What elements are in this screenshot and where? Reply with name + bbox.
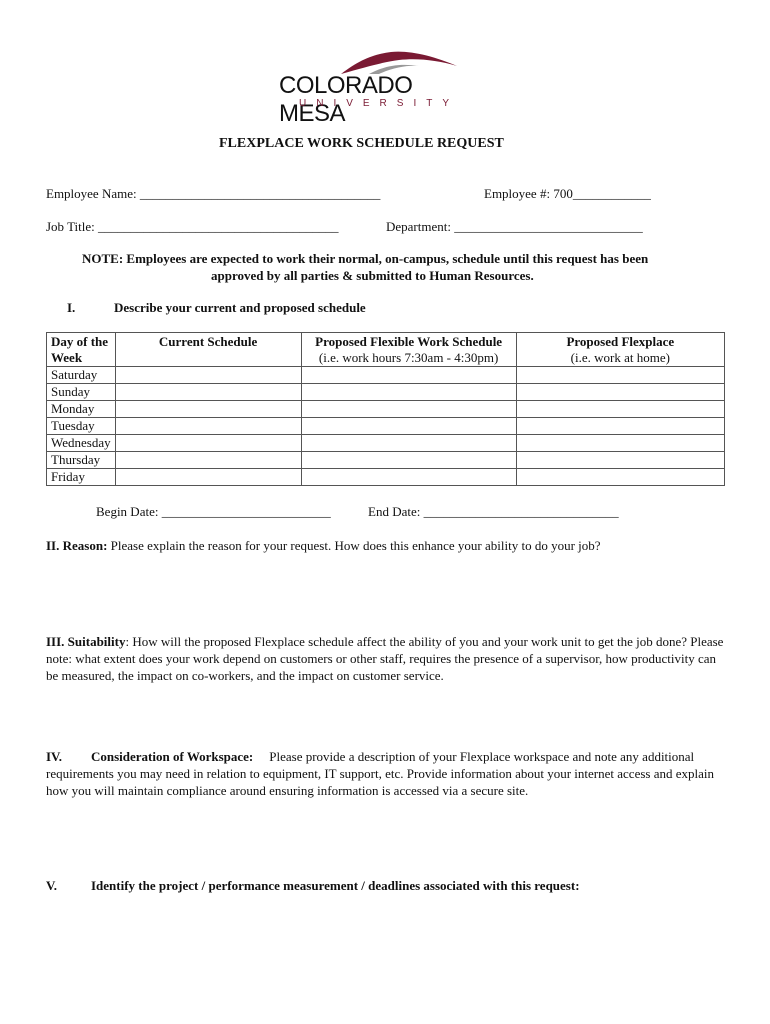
section-1-number: I.	[67, 300, 76, 315]
proposed-cell[interactable]	[301, 384, 516, 401]
end-date-field[interactable]: End Date: ______________________________	[368, 504, 619, 519]
flexplace-cell[interactable]	[516, 384, 724, 401]
day-cell: Saturday	[47, 367, 116, 384]
header-proposed	[301, 333, 516, 367]
logo-subtitle: UNIVERSITY	[299, 98, 460, 109]
section-2-heading: II. Reason:	[46, 538, 108, 553]
proposed-cell[interactable]	[301, 418, 516, 435]
header-proposed-title: Proposed Flexible Work Schedule	[315, 334, 503, 349]
department-field[interactable]: Department: _____________________________	[386, 219, 643, 234]
current-cell[interactable]	[115, 452, 301, 469]
logo-wordmark: COLORADO MESA	[279, 72, 413, 127]
job-title-field[interactable]: Job Title: _____________________________________	[46, 219, 339, 234]
flexplace-cell[interactable]	[516, 418, 724, 435]
table-row	[47, 452, 725, 469]
table-row	[47, 401, 725, 418]
university-logo	[279, 50, 469, 127]
section-5-heading: Identify the project / performance measurement / deadlines associated with this request:	[91, 878, 580, 893]
table-header-row	[47, 333, 725, 367]
section-3-text: : How will the proposed Flexplace schedule affect the ability of you and your work unit to get the job done? Please note: what extent does your work depend on customers or other staff, requires the presence of a supervisor, how productivity can be measured, the impact on co-workers, and the impact on customer service.	[46, 634, 724, 683]
current-cell[interactable]	[115, 384, 301, 401]
table-row	[47, 435, 725, 452]
section-4	[46, 748, 726, 799]
section-1-heading: Describe your current and proposed schedule	[114, 300, 366, 315]
section-2-text: Please explain the reason for your request. How does this enhance your ability to do your job?	[107, 538, 601, 553]
header-proposed-example: (i.e. work hours 7:30am - 4:30pm)	[318, 350, 499, 365]
section-5-number: V.	[46, 878, 57, 893]
header-flexplace-example: (i.e. work at home)	[570, 350, 670, 365]
flexplace-cell[interactable]	[516, 401, 724, 418]
section-4-number: IV.	[46, 749, 63, 764]
day-cell: Thursday	[47, 452, 116, 469]
header-current: Current Schedule	[115, 333, 301, 367]
flexplace-cell[interactable]	[516, 469, 724, 486]
current-cell[interactable]	[115, 435, 301, 452]
current-cell[interactable]	[115, 401, 301, 418]
section-3-heading: III. Suitability	[46, 634, 126, 649]
header-day-line1: Day of the	[51, 334, 109, 349]
day-cell: Monday	[47, 401, 116, 418]
table-row	[47, 367, 725, 384]
employee-number-field[interactable]: Employee #: 700____________	[484, 186, 651, 201]
table-row	[47, 418, 725, 435]
day-cell: Sunday	[47, 384, 116, 401]
proposed-cell[interactable]	[301, 401, 516, 418]
current-cell[interactable]	[115, 367, 301, 384]
day-cell: Wednesday	[47, 435, 116, 452]
proposed-cell[interactable]	[301, 452, 516, 469]
header-flexplace	[516, 333, 724, 367]
current-cell[interactable]	[115, 418, 301, 435]
header-flexplace-title: Proposed Flexplace	[566, 334, 675, 349]
section-4-heading: Consideration of Workspace:	[91, 749, 254, 764]
section-4-text: Please provide a description of your Flexplace workspace and note any additional requirements you may need in relation to equipment, IT support, etc. Provide information about your internet access and explain how you will maintain compliance around ensuring information is accessed via a secure site.	[46, 749, 714, 798]
begin-date-field[interactable]: Begin Date: __________________________	[96, 504, 331, 519]
day-cell: Friday	[47, 469, 116, 486]
page-title: FLEXPLACE WORK SCHEDULE REQUEST	[219, 136, 504, 151]
section-2	[46, 537, 726, 554]
proposed-cell[interactable]	[301, 469, 516, 486]
proposed-cell[interactable]	[301, 367, 516, 384]
flexplace-cell[interactable]	[516, 367, 724, 384]
section-3	[46, 633, 726, 684]
proposed-cell[interactable]	[301, 435, 516, 452]
flexplace-cell[interactable]	[516, 435, 724, 452]
table-row	[47, 384, 725, 401]
current-cell[interactable]	[115, 469, 301, 486]
day-cell: Tuesday	[47, 418, 116, 435]
table-row	[47, 469, 725, 486]
employee-name-field[interactable]: Employee Name: _____________________________________	[46, 186, 381, 201]
header-day-line2: Week	[51, 350, 83, 365]
note-line-1: NOTE: Employees are expected to work their normal, on-campus, schedule until this request has been	[82, 251, 649, 266]
note-line-2: approved by all parties & submitted to Human Resources.	[211, 268, 534, 283]
header-day	[47, 333, 116, 367]
schedule-table	[46, 332, 725, 486]
flexplace-cell[interactable]	[516, 452, 724, 469]
